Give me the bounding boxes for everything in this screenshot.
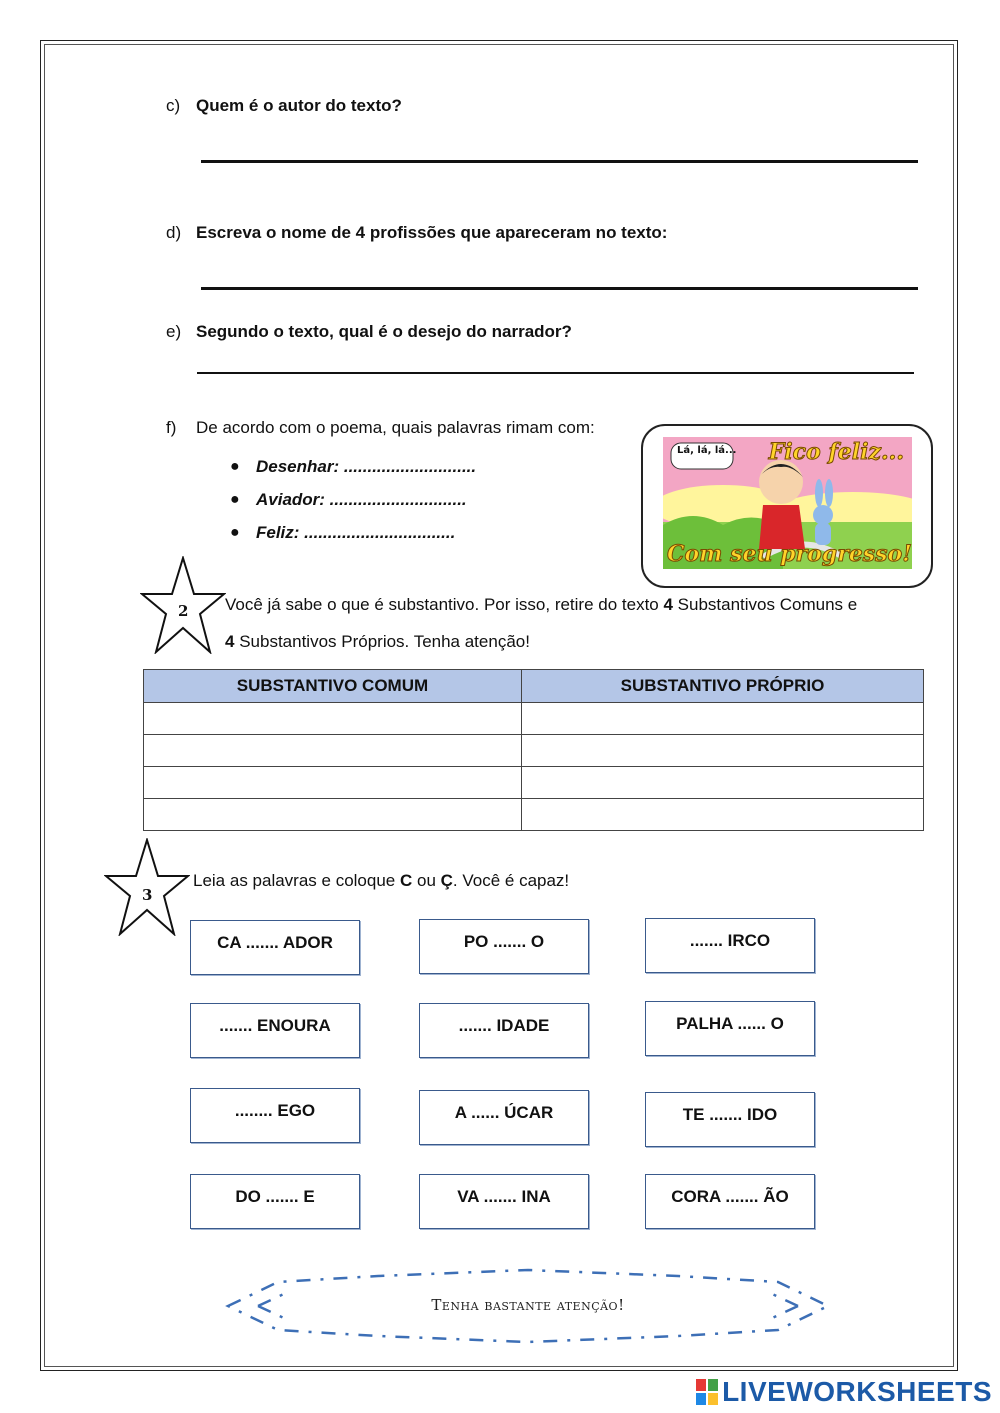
word-box[interactable]: ....... IRCO [645, 918, 815, 973]
exercise-3-instruction [193, 871, 569, 891]
word-box[interactable]: TE ....... IDO [645, 1092, 815, 1147]
sticker-caption-top: Fico feliz... [768, 439, 904, 465]
exercise-2-text-e: Substantivos Próprios. Tenha atenção! [234, 632, 530, 651]
liveworksheets-logo[interactable] [696, 1376, 992, 1408]
question-d [166, 223, 667, 243]
exercise-2-instruction-line1 [225, 595, 857, 615]
answer-line-c[interactable] [201, 160, 918, 163]
word-box[interactable]: VA ....... INA [419, 1174, 589, 1229]
exercise-3-text-c: ou [412, 871, 441, 890]
table-row [144, 799, 924, 831]
word-box[interactable]: ....... IDADE [419, 1003, 589, 1058]
header-common-noun: SUBSTANTIVO COMUM [144, 670, 522, 703]
answer-line-d[interactable] [201, 287, 918, 290]
bullet-icon: ● [230, 490, 240, 508]
word-box[interactable]: A ...... ÚCAR [419, 1090, 589, 1145]
word-box[interactable]: ........ EGO [190, 1088, 360, 1143]
rhyme-item[interactable] [230, 483, 476, 516]
table-row [144, 767, 924, 799]
table-cell[interactable] [144, 767, 522, 799]
bullet-icon: ● [230, 523, 240, 541]
question-c [166, 96, 402, 116]
word-box[interactable]: CORA ....... ÃO [645, 1174, 815, 1229]
table-cell[interactable] [521, 703, 923, 735]
word-box[interactable]: PO ....... O [419, 919, 589, 974]
table-cell[interactable] [144, 735, 522, 767]
word-box[interactable]: ....... ENOURA [190, 1003, 360, 1058]
rhyme-item[interactable] [230, 516, 476, 549]
logo-squares-icon [696, 1379, 718, 1405]
exercise-3-text-e: . Você é capaz! [452, 871, 570, 890]
table-cell[interactable] [144, 703, 522, 735]
sticker-image [663, 437, 912, 569]
exercise-2-text-d: 4 [225, 632, 235, 651]
exercise-3-text-b: C [399, 871, 413, 890]
word-box[interactable]: DO ....... E [190, 1174, 360, 1229]
rhyme-word: Aviador: ............................. [256, 489, 467, 509]
question-c-text: Quem é o autor do texto? [196, 96, 402, 115]
question-d-letter: d) [166, 223, 182, 242]
question-d-text: Escreva o nome de 4 profissões que apareceram no texto: [196, 223, 668, 242]
sticker-speech-bubble: Lá, lá, lá... [677, 445, 737, 456]
exercise-2-text-a: Você já sabe o que é substantivo. Por isso, retire do texto [225, 595, 664, 614]
exercise-2-number: 2 [178, 602, 189, 620]
rhyme-word: Desenhar: ............................ [256, 456, 477, 476]
question-e [166, 322, 572, 342]
table-row [144, 735, 924, 767]
table-cell[interactable] [144, 799, 522, 831]
table-cell[interactable] [521, 767, 923, 799]
exercise-2-text-c: Substantivos Comuns e [672, 595, 858, 614]
word-box[interactable]: CA ....... ADOR [190, 920, 360, 975]
question-e-text: Segundo o texto, qual é o desejo do narrador? [196, 322, 572, 341]
bullet-icon: ● [230, 457, 240, 475]
nouns-table [143, 669, 924, 831]
table-header-row [144, 670, 924, 703]
question-c-letter: c) [166, 96, 181, 115]
table-cell[interactable] [521, 735, 923, 767]
rhyme-list [230, 450, 476, 549]
exercise-2-text-b: 4 [663, 595, 673, 614]
liveworksheets-brand: LIVEWORKSHEETS [722, 1376, 992, 1407]
sticker-caption-bottom: Com seu progresso! [667, 541, 912, 567]
question-f [166, 418, 595, 438]
question-f-text: De acordo com o poema, quais palavras rimam com: [196, 418, 595, 437]
table-row [144, 703, 924, 735]
rhyme-item[interactable] [230, 450, 476, 483]
header-proper-noun: SUBSTANTIVO PRÓPRIO [521, 670, 923, 703]
exercise-3-text-d: Ç [440, 871, 453, 890]
exercise-3-number: 3 [142, 886, 153, 904]
liveworksheets-mark-icon [696, 1379, 718, 1405]
banner-text: Tenha bastante atenção! [431, 1296, 625, 1314]
question-f-letter: f) [166, 418, 177, 437]
rhyme-word: Feliz: ................................ [256, 522, 456, 542]
exercise-3-text-a: Leia as palavras e coloque [193, 871, 400, 890]
table-cell[interactable] [521, 799, 923, 831]
answer-line-e[interactable] [197, 372, 914, 374]
word-box[interactable]: PALHA ...... O [645, 1001, 815, 1056]
exercise-2-instruction-line2 [225, 632, 530, 652]
question-e-letter: e) [166, 322, 182, 341]
